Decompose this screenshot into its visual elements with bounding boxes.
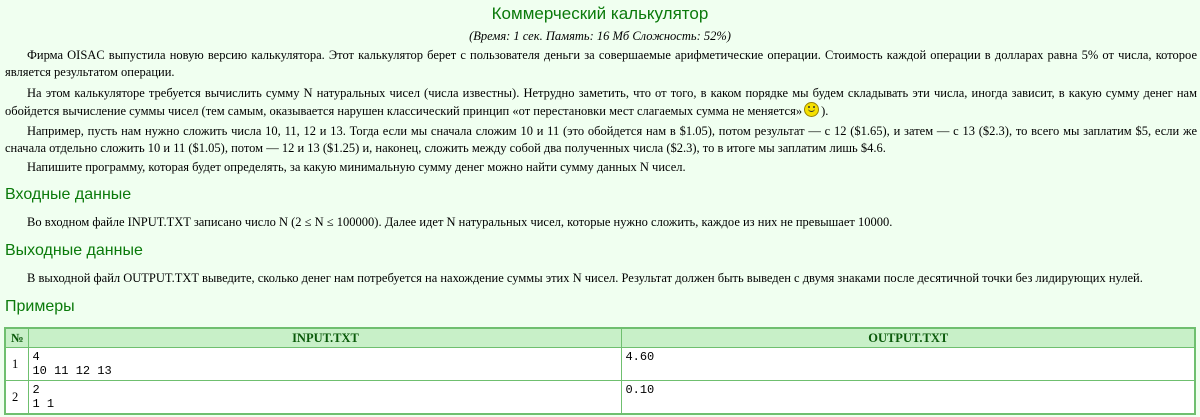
example-input: 4 10 11 12 13: [29, 348, 622, 381]
smiley-face-icon: [804, 102, 819, 117]
statement-paragraph-4: Напишите программу, которая будет определять, за какую минимальную сумму денег можно найти сумму данных N чисел.: [27, 160, 686, 174]
output-heading: Выходные данные: [5, 242, 143, 259]
column-header-output: OUTPUT.TXT: [622, 328, 1195, 348]
example-number: 1: [5, 348, 29, 381]
example-input: 2 1 1: [29, 381, 622, 415]
input-heading: Входные данные: [5, 186, 132, 203]
problem-limits: (Время: 1 сек. Память: 16 Мб Сложность: 52%): [469, 29, 731, 43]
examples-heading: Примеры: [5, 298, 75, 315]
statement-paragraph-1: Фирма OISAC выпустила новую версию калькулятора. Этот калькулятор берет с пользователя деньги за совершаемые арифметические операции. Стоимость каждой операции в долларах равна 5% от числа, которое является результатом операции.: [5, 48, 1197, 79]
example-output: 4.60: [622, 348, 1195, 381]
column-header-number: №: [5, 328, 29, 348]
statement-paragraph-2: [5, 85, 1197, 120]
statement-paragraph-2-end: ).: [821, 104, 829, 118]
output-description: В выходной файл OUTPUT.TXT выведите, сколько денег нам потребуется на нахождение суммы этих N чисел. Результат должен быть выведен с двумя знаками после десятичной точки без лидирующих нулей.: [27, 271, 1143, 285]
statement-paragraph-3: Например, пусть нам нужно сложить числа 10, 11, 12 и 13. Тогда если мы сначала сложим 10 и 11 (это обойдется нам в $1.05), потом результат — с 12 ($1.65), и затем — с 13 ($2.3), то всего мы заплатим $5, если же сначала отдельно сложить 10 и 11 ($1.05), потом — 12 и 13 ($1.25) и, наконец, сложить между собой два полученных числа ($2.3), то в итоге мы заплатим лишь $4.6.: [5, 124, 1197, 155]
input-description: Во входном файле INPUT.TXT записано число N (2 ≤ N ≤ 100000). Далее идет N натуральных чисел, которые нужно сложить, каждое из них не превышает 10000.: [27, 215, 893, 229]
table-row: [5, 348, 1195, 381]
column-header-input: INPUT.TXT: [29, 328, 622, 348]
problem-title: Коммерческий калькулятор: [491, 4, 709, 23]
table-row: [5, 381, 1195, 415]
examples-header-row: [5, 328, 1195, 348]
example-output: 0.10: [622, 381, 1195, 415]
statement-paragraph-2-text: На этом калькуляторе требуется вычислить сумму N натуральных чисел (числа известны). Нетрудно заметить, что от того, в каком порядке мы будем складывать эти числа, иногда зависит, в какую сумму денег нам обойдется вычисление суммы чисел (тем самым, оказывается нарушен классический принцип «от перестановки мест слагаемых сумма не меняется»: [5, 86, 1197, 118]
example-number: 2: [5, 381, 29, 415]
examples-table: [4, 327, 1196, 415]
